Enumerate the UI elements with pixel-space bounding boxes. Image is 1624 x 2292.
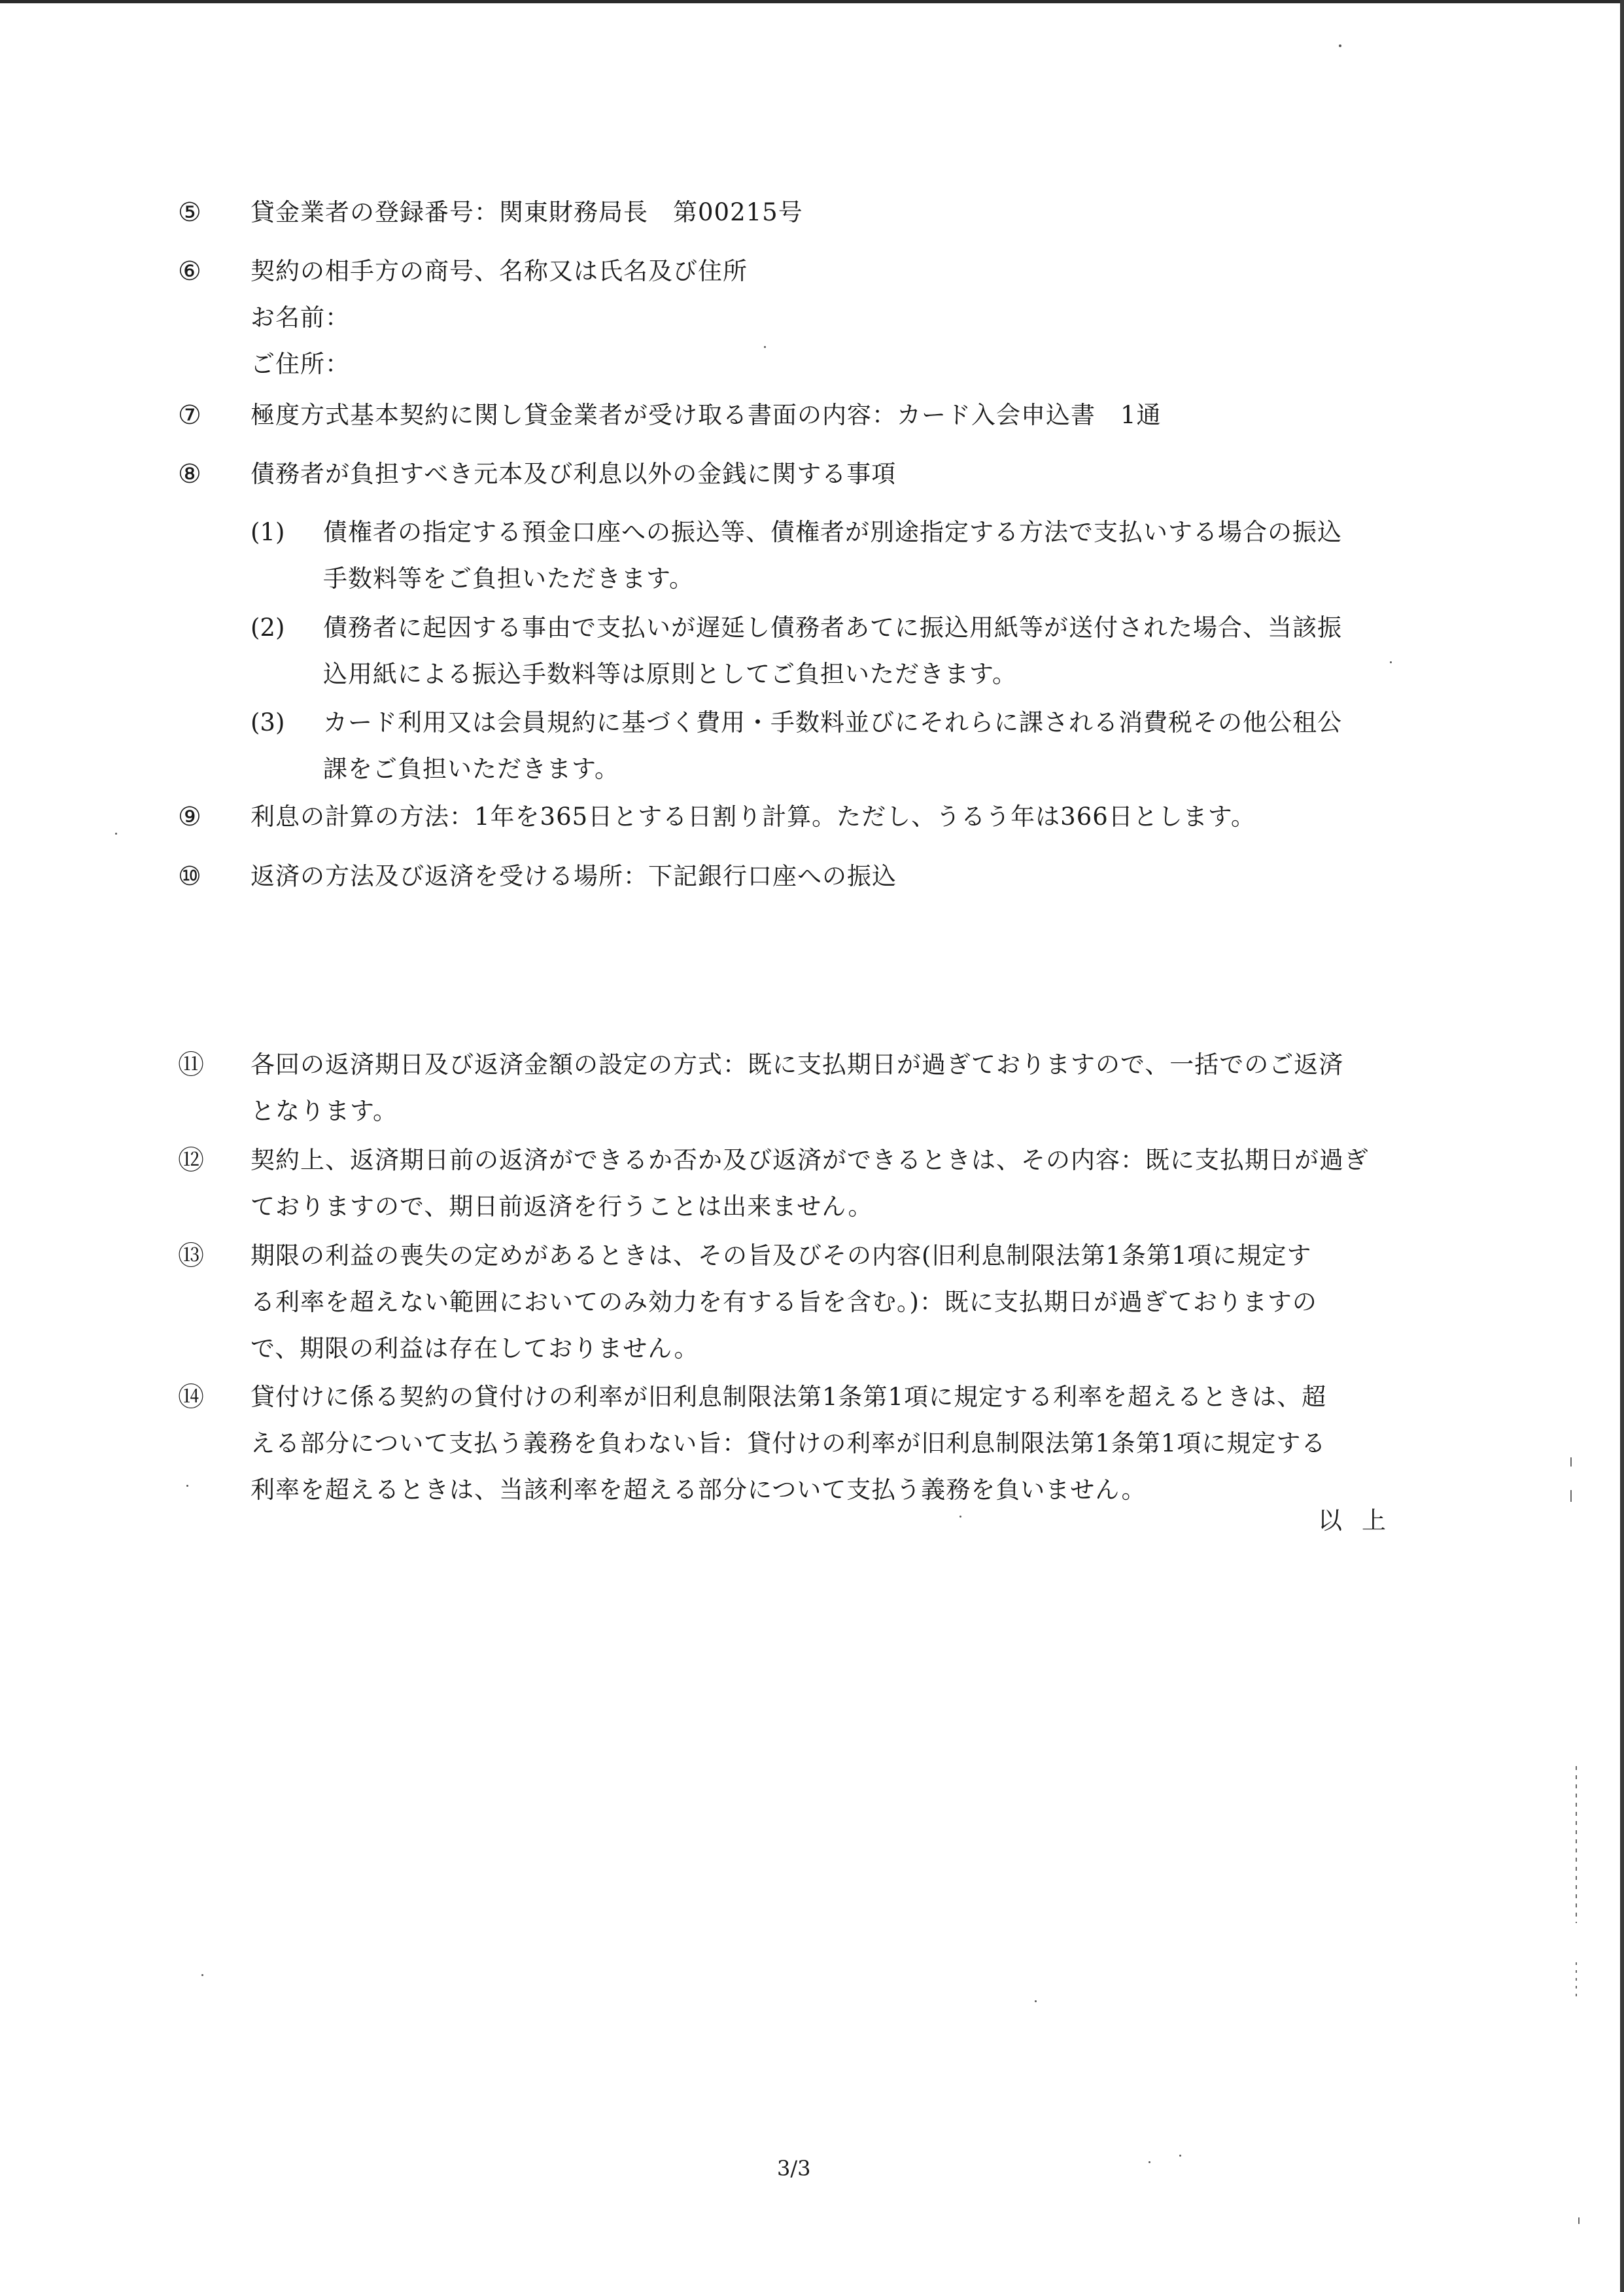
page-number: 3/3: [777, 2156, 811, 2181]
item-text: となります。: [251, 1097, 398, 1125]
item-number: ⑫: [178, 1145, 204, 1175]
scan-speck: [186, 1485, 188, 1487]
item-number: ⑩: [178, 861, 201, 892]
scan-edge-mark: [1570, 1457, 1572, 1467]
scan-edge-mark: [1576, 1766, 1577, 1923]
scan-speck: [764, 346, 766, 348]
sub-item-text: 債権者の指定する預金口座への振込等、債権者が別途指定する方法で支払いする場合の振込: [323, 518, 1342, 546]
item-text: で、期限の利益は存在しておりません。: [251, 1334, 699, 1363]
scan-edge-mark: [1578, 2217, 1580, 2224]
item-number: ⑤: [178, 198, 201, 228]
sub-item-text: 債務者に起因する事由で支払いが遅延し債務者あてに振込用紙等が送付された場合、当該振: [323, 614, 1342, 642]
item-text: 契約上、返済期日前の返済ができるか否か及び返済ができるときは、その内容：既に支払期日が過ぎ: [251, 1146, 1369, 1174]
item-text: 返済の方法及び返済を受ける場所：下記銀行口座への振込: [251, 862, 897, 890]
sub-item-text: 課をご負担いただきます。: [323, 755, 620, 783]
sub-item-number: (1): [251, 518, 285, 546]
item-text: 貸金業者の登録番号：関東財務局長 第00215号: [251, 198, 803, 226]
item-text: 極度方式基本契約に関し貸金業者が受け取る書面の内容：カード入会申込書 1通: [251, 401, 1162, 429]
item-number: ⑧: [178, 459, 201, 489]
sub-item-number: (3): [251, 708, 285, 737]
scan-edge-top: [0, 0, 1624, 3]
sub-item-text: 込用紙による振込手数料等は原則としてご負担いただきます。: [323, 660, 1018, 688]
item-text: 利率を超えるときは、当該利率を超える部分について支払う義務を負いません。: [251, 1476, 1147, 1504]
item-number: ⑥: [178, 256, 201, 286]
item-number: ⑪: [178, 1050, 204, 1080]
item-text: る利率を超えない範囲においてのみ効力を有する旨を含む。)：既に支払期日が過ぎておりますの: [251, 1288, 1317, 1316]
item-text: 契約の相手方の商号、名称又は氏名及び住所: [251, 257, 748, 285]
sub-item-number: (2): [251, 614, 285, 642]
scan-speck: [1035, 2000, 1037, 2002]
item-text: 利息の計算の方法：1年を365日とする日割り計算。ただし、うるう年は366日とします。: [251, 803, 1256, 831]
item-text: 債務者が負担すべき元本及び利息以外の金銭に関する事項: [251, 460, 897, 488]
scan-edge-mark: [1576, 1962, 1577, 2002]
scan-speck: [1179, 2155, 1181, 2157]
scan-speck: [201, 1974, 203, 1976]
scan-speck: [1339, 44, 1341, 47]
closing-mark: 以上: [1318, 1506, 1406, 1535]
item-number: ⑦: [178, 400, 201, 430]
item-text: ておりますので、期日前返済を行うことは出来ません。: [251, 1192, 873, 1221]
item-text: 期限の利益の喪失の定めがあるときは、その旨及びその内容(旧利息制限法第1条第1項に規定す: [251, 1242, 1312, 1270]
name-field-label: お名前：: [251, 304, 350, 332]
item-text: える部分について支払う義務を負わない旨：貸付けの利率が旧利息制限法第1条第1項に規定する: [251, 1429, 1326, 1457]
item-text: 貸付けに係る契約の貸付けの利率が旧利息制限法第1条第1項に規定する利率を超えるときは、超: [251, 1383, 1327, 1411]
item-number: ⑬: [178, 1241, 204, 1271]
scan-speck: [1149, 2161, 1150, 2163]
sub-item-text: 手数料等をご負担いただきます。: [323, 564, 695, 593]
item-number: ⑨: [178, 802, 201, 832]
scan-edge-right: [1620, 0, 1624, 2292]
scan-speck: [1390, 661, 1392, 663]
sub-item-text: カード利用又は会員規約に基づく費用・手数料並びにそれらに課される消費税その他公租公: [323, 708, 1342, 737]
scan-speck: [115, 833, 117, 835]
item-text: 各回の返済期日及び返済金額の設定の方式：既に支払期日が過ぎておりますので、一括でのご返済: [251, 1050, 1344, 1079]
scan-edge-mark: [1570, 1490, 1572, 1502]
scan-speck: [959, 1516, 961, 1518]
address-field-label: ご住所：: [251, 350, 350, 378]
item-number: ⑭: [178, 1382, 204, 1412]
